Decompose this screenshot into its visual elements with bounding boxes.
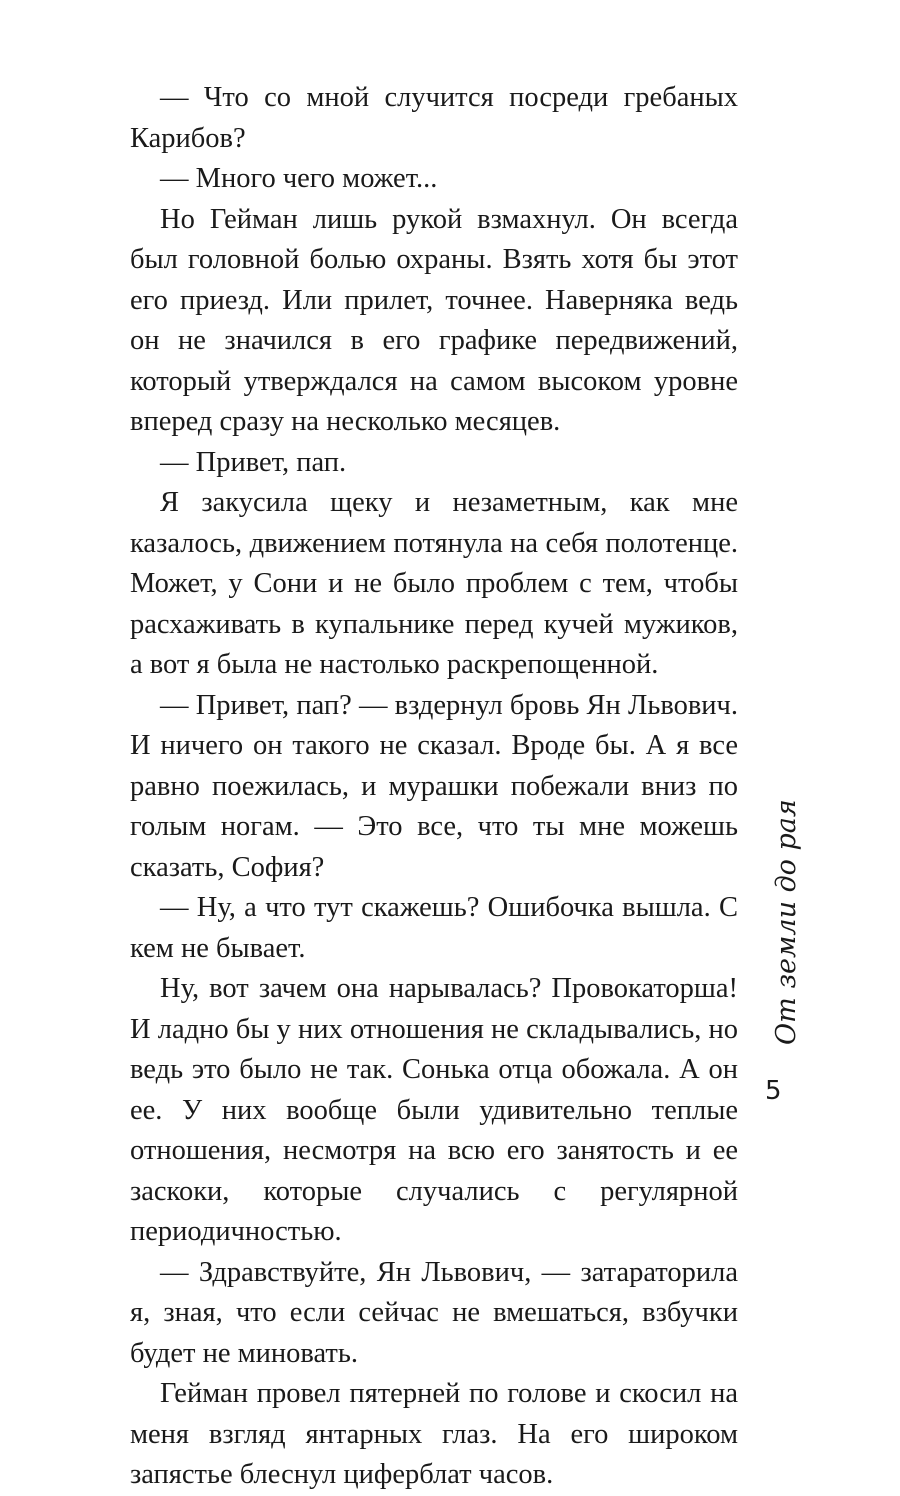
paragraph: — Много чего может...	[160, 163, 438, 194]
running-title: От земли до рая	[771, 799, 802, 1045]
paragraph: Гейман провел пятерней по голове и скосил на меня взгляд янтарных глаз. На его широком запястье блеснул циферблат часов.	[130, 1378, 738, 1490]
paragraph: — Привет, пап.	[160, 446, 347, 478]
page-number: 5	[765, 1076, 782, 1106]
paragraph: — Привет, пап? — вздернул бровь Ян Львович. И ничего он такого не сказал. Вроде бы. А я все равно поежилась, и мурашки побежали вниз по голым ногам. — Это все, что ты мне можешь сказать, София?	[130, 689, 738, 883]
page-body	[130, 78, 738, 1496]
paragraph: Но Гейман лишь рукой взмахнул. Он всегда был головной болью охраны. Взять хотя бы этот его приезд. Или прилет, точнее. Наверняка ведь он не значился в его графике передвижений, который утверждался на самом высоком уровне вперед сразу на несколько месяцев.	[130, 203, 738, 437]
paragraph: Я закусила щеку и незаметным, как мне казалось, движением потянула на себя полотенце. Может, у Сони и не было проблем с тем, чтобы расхаживать в купальнике перед кучей мужиков, а вот я была не настолько раскрепощенной.	[130, 487, 738, 680]
paragraph: Ну, вот зачем она нарывалась? Провокаторша! И ладно бы у них отношения не складывались, но ведь это было не так. Сонька отца обожала. А он ее. У них вообще были удивительно теплые отношения, несмотря на всю его занятость и ее заскоки, которые случались с регулярной периодичностью.	[130, 973, 738, 1247]
paragraph: — Ну, а что тут скажешь? Ошибочка вышла. С кем не бывает.	[130, 892, 738, 964]
paragraph: — Здравствуйте, Ян Львович, — затараторила я, зная, что если сейчас не вмешаться, взбучки будет не миновать.	[130, 1256, 738, 1369]
paragraph: — Что со мной случится посреди гребаных Карибов?	[130, 82, 738, 154]
